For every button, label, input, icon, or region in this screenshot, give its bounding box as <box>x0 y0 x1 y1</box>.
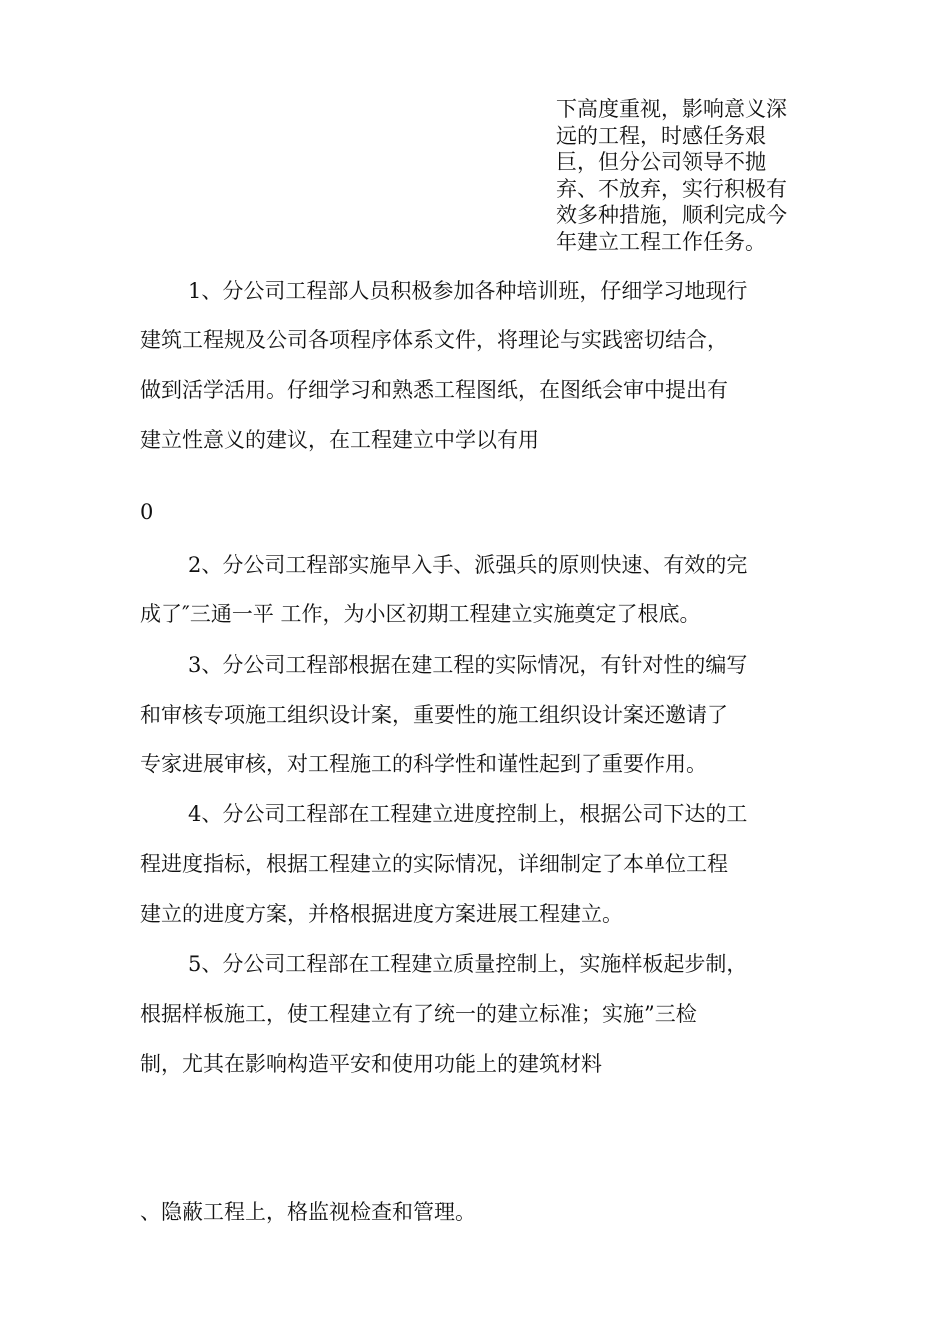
text-line: 巨，但分公司领导不抛 <box>556 150 766 174</box>
text-line: 远的工程，时感任务艰 <box>556 123 766 148</box>
text-line: 年建立工程工作任务。 <box>556 229 766 254</box>
top-right-text-block <box>556 96 818 255</box>
paragraph-1-line: 建立性意义的建议，在工程建立中学以有用 <box>140 428 539 452</box>
paragraph-1-line: 做到活学活用。仔细学习和熟悉工程图纸，在图纸会审中提出有 <box>140 378 728 402</box>
paragraph-1-line: 建筑工程规及公司各项程序体系文件，将理论与实践密切结合， <box>140 328 728 352</box>
paragraph-4-line: 程进度指标，根据工程建立的实际情况，详细制定了本单位工程 <box>140 852 728 876</box>
paragraph-3-line: 和审核专项施工组织设计案，重要性的施工组织设计案还邀请了 <box>140 703 728 727</box>
paragraph-4-line: 4、分公司工程部在工程建立进度控制上，根据公司下达的工 <box>188 802 748 826</box>
text-line: 弃、不放弃，实行积极有 <box>556 176 787 201</box>
paragraph-5-line: 根据样板施工，使工程建立有了统一的建立标准；实施”三检 <box>140 1002 697 1026</box>
paragraph-1-line: 1、分公司工程部人员积极参加各种培训班，仔细学习地现行 <box>188 279 748 303</box>
text-line: 效多种措施，顺利完成今 <box>556 203 787 227</box>
paragraph-4-line: 建立的进度方案，并格根据进度方案进展工程建立。 <box>140 902 623 926</box>
paragraph-5-line: 制，尤其在影响构造平安和使用功能上的建筑材料 <box>140 1052 602 1076</box>
paragraph-5-line: 5、分公司工程部在工程建立质量控制上，实施样板起步制， <box>188 952 748 976</box>
paragraph-3-line: 3、分公司工程部根据在建工程的实际情况，有针对性的编写 <box>188 653 748 677</box>
paragraph-3-line: 专家进展审核，对工程施工的科学性和谨性起到了重要作用。 <box>140 752 707 776</box>
paragraph-5-continuation: 、隐蔽工程上，格监视检查和管理。 <box>140 1200 476 1224</box>
paragraph-2-line: 2、分公司工程部实施早入手、派强兵的原则快速、有效的完 <box>188 553 748 577</box>
text-line: 下高度重视，影响意义深 <box>556 97 787 121</box>
stray-zero: 0 <box>140 500 154 524</box>
paragraph-2-line: 成了″三通一平 工作，为小区初期工程建立实施奠定了根底。 <box>140 602 701 626</box>
